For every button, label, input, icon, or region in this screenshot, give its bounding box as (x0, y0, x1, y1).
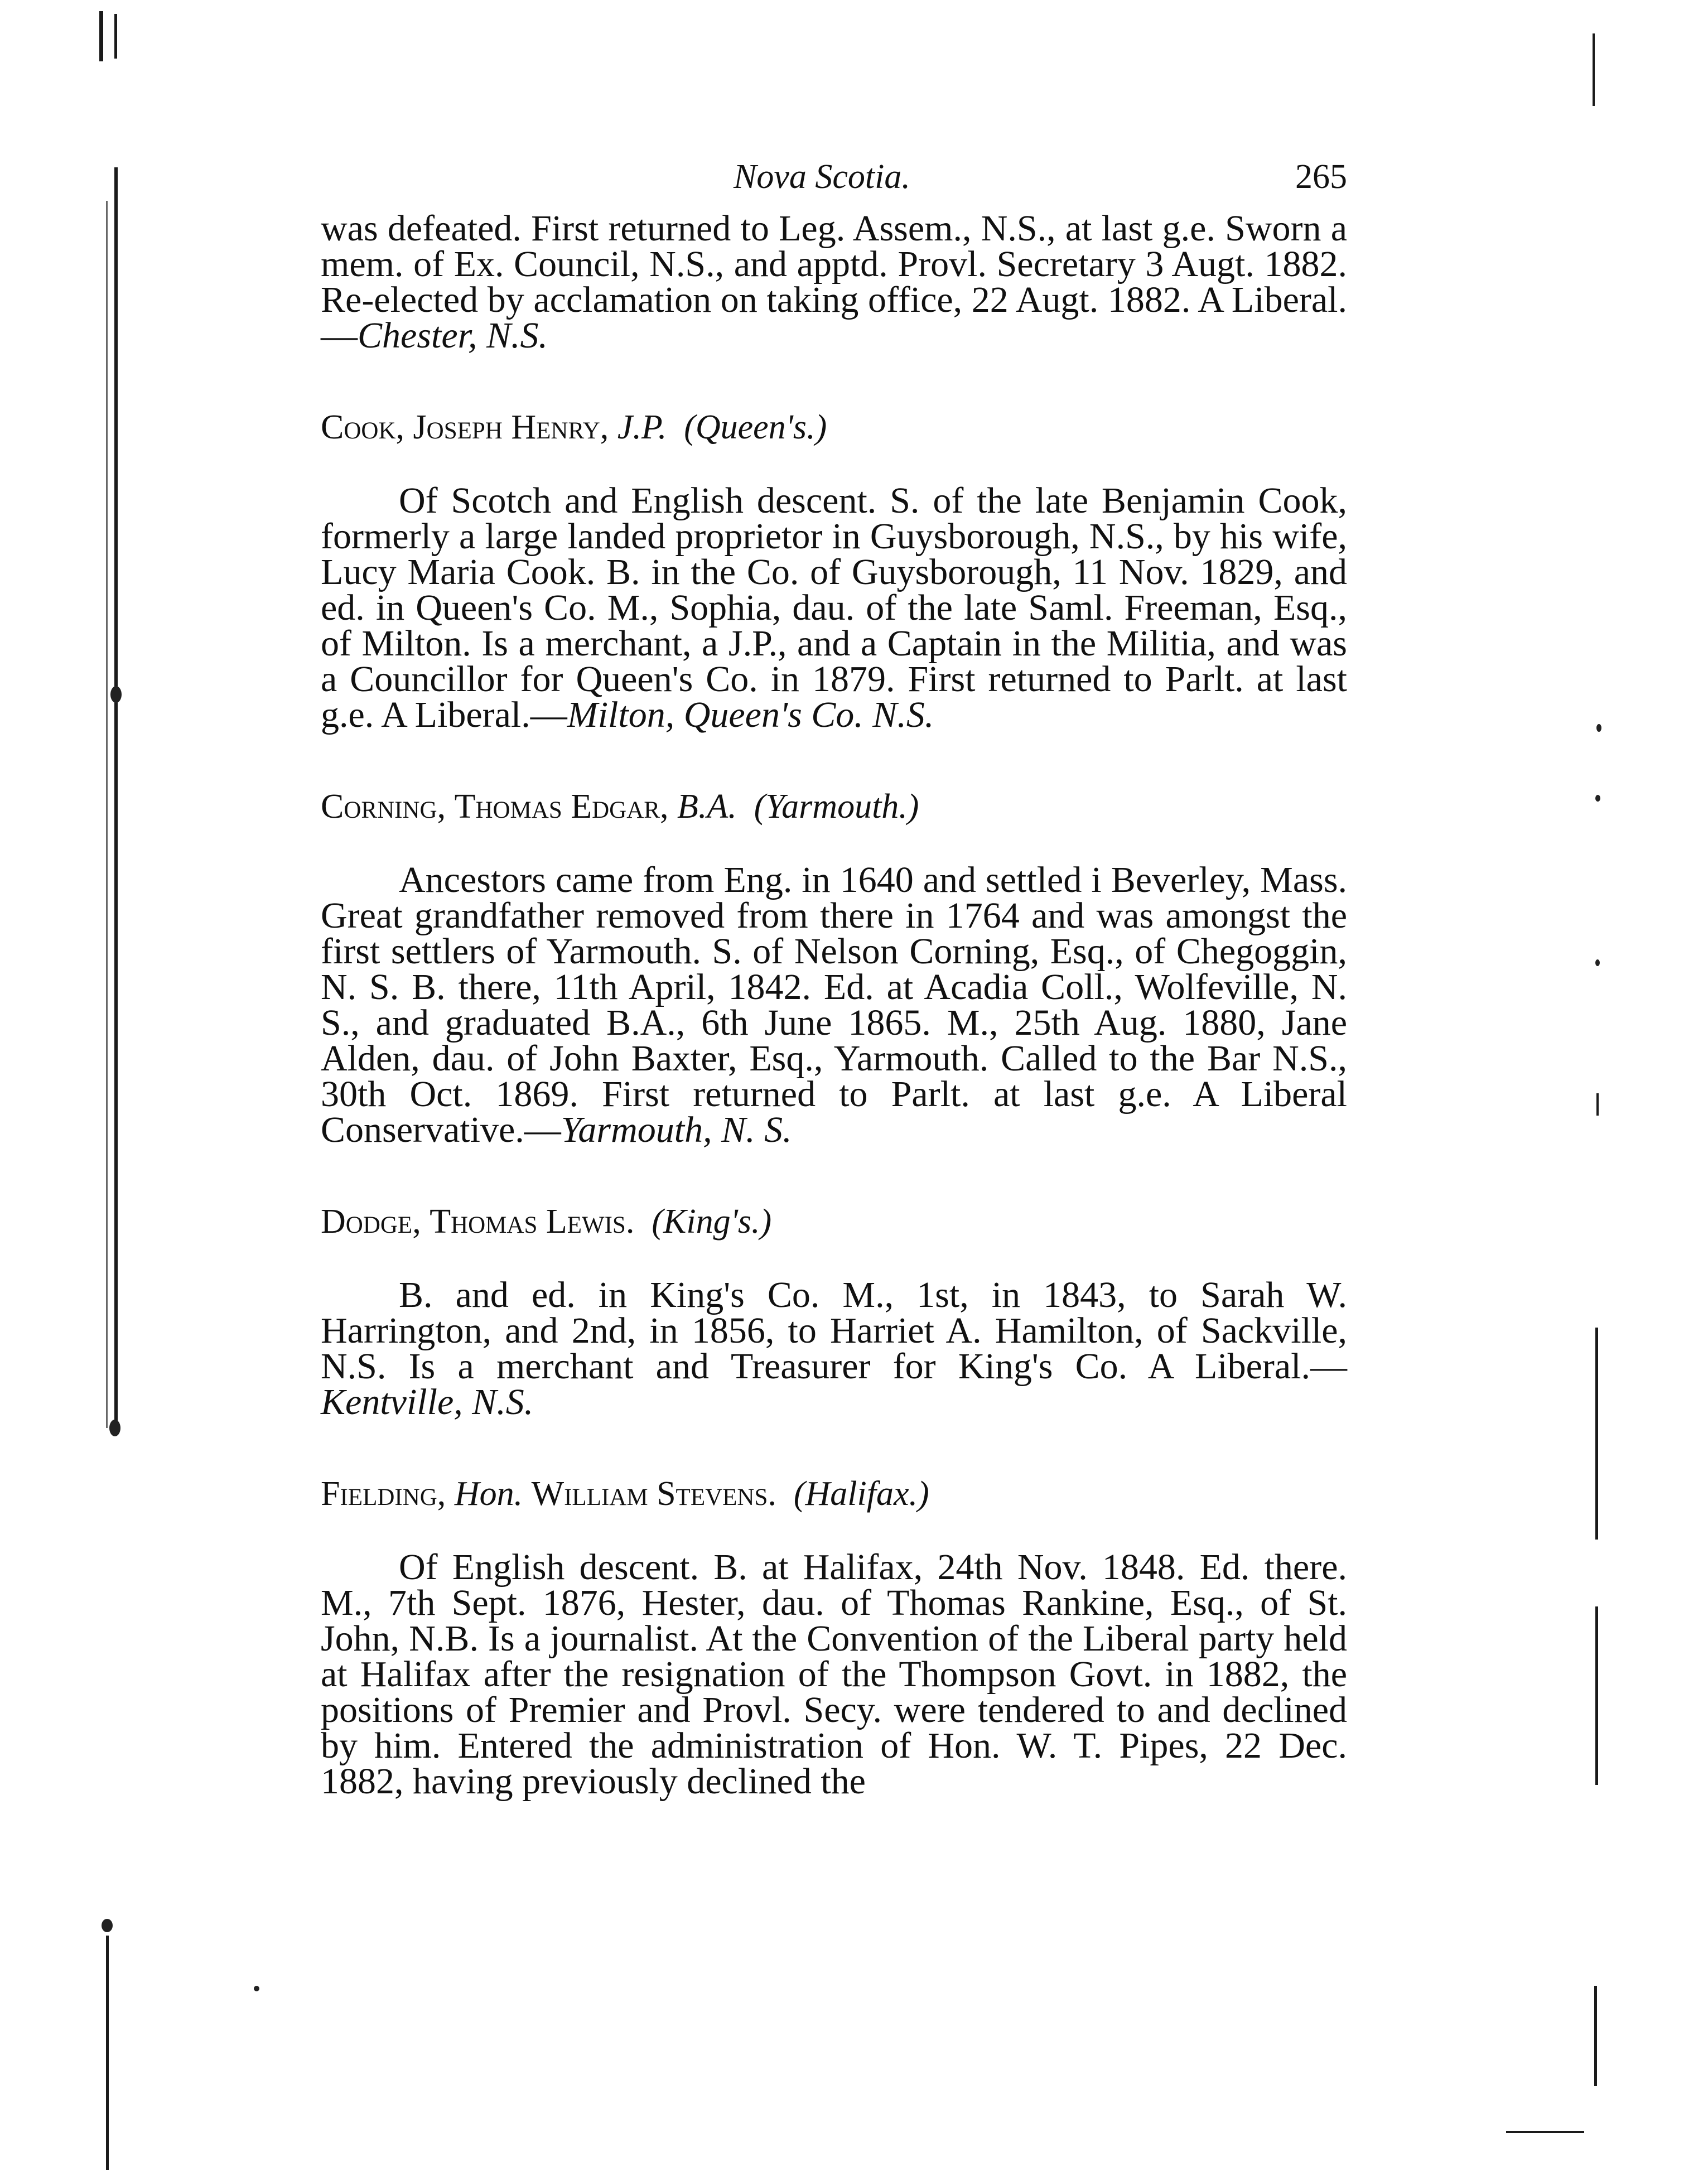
entry-honorific: Hon. (454, 1475, 523, 1513)
page-number: 265 (1295, 158, 1347, 196)
entry-surname: Cook, (321, 408, 405, 446)
entry-paragraph (321, 1547, 1347, 1802)
entry-given-names: Thomas Edgar, (454, 788, 669, 826)
entry-heading (321, 409, 1347, 445)
continuation-text: was defeated. First returned to Leg. Assem., N.S., at last g.e. Sworn a mem. of Ex. Council, N.S., and apptd. Provl. Secretary 3 Augt. 1882. Re-elected by acclamation on taking office, 22 Augt. 1882. A Liberal.— (321, 208, 1347, 356)
entry-surname: Dodge, (321, 1203, 421, 1241)
scan-edge-line (1596, 1093, 1599, 1116)
scan-edge-line (99, 11, 103, 61)
running-title: Nova Scotia. (734, 158, 910, 196)
scan-edge-line (1595, 1606, 1598, 1785)
entry-title: J.P. (617, 408, 667, 446)
scan-edge-dot (109, 1420, 120, 1436)
scan-edge-dot (110, 686, 122, 703)
entry-surname: Corning, (321, 788, 446, 826)
scan-edge-line (106, 201, 108, 1428)
entry-surname: Fielding, (321, 1475, 446, 1513)
scan-edge-dot (102, 1919, 113, 1932)
scan-edge-dot (1596, 724, 1601, 732)
entry-paragraph (321, 862, 1347, 1148)
scan-edge-line (1595, 1328, 1598, 1540)
entry-heading (321, 1204, 1347, 1239)
scan-edge-dot (254, 1986, 259, 1991)
running-head (321, 146, 1347, 208)
scan-edge-line (1506, 2131, 1584, 2133)
entry-heading (321, 789, 1347, 824)
entry-constituency: (Queen's.) (684, 408, 827, 446)
scan-edge-line (106, 1936, 109, 2170)
entry-constituency: (King's.) (652, 1203, 772, 1241)
continuation-paragraph (321, 208, 1347, 356)
entry-text: Of Scotch and English descent. S. of the late Benjamin Cook, formerly a large landed proprietor in Guysborough, N.S., by his wife, Lucy Maria Cook. B. in the Co. of Guysborough, 11 Nov. 1829, and ed. in Queen's Co. M., Sophia, dau. of the late Saml. Freeman, Esq., of Milton. Is a merchant, a J.P., and a Captain in the Militia, and was a Councillor for Queen's Co. in 1879. First returned to Parlt. at last g.e. A Liberal.— (321, 480, 1347, 735)
entry-paragraph (321, 1277, 1347, 1420)
scan-edge-line (1594, 1986, 1597, 2086)
scan-edge-dot (1595, 959, 1600, 966)
text-column (321, 146, 1347, 1802)
scan-edge-line (114, 14, 117, 59)
entry-residence: Kentville, N.S. (321, 1382, 534, 1422)
entry-text: B. and ed. in King's Co. M., 1st, in 1843, to Sarah W. Harrington, and 2nd, in 1856, to Harriet A. Hamilton, of Sackville, N.S. Is a merchant and Treasurer for King's Co. A Liberal.— (321, 1275, 1347, 1387)
scan-edge-dot (1595, 795, 1600, 802)
entry-text: Ancestors came from Eng. in 1640 and settled i Beverley, Mass. Great grandfather removed from there in 1764 and was amongst the first settlers of Yarmouth. S. of Nelson Corning, Esq., of Chegoggin, N. S. B. there, 11th April, 1842. Ed. at Acadia Coll., Wolfeville, N. S., and graduated B.A., 6th June 1865. M., 25th Aug. 1880, Jane Alden, dau. of John Baxter, Esq., Yarmouth. Called to the Bar N.S., 30th Oct. 1869. First returned to Parlt. at last g.e. A Liberal Conservative.— (321, 860, 1347, 1150)
entry-paragraph (321, 480, 1347, 735)
entry-residence: Yarmouth, N. S. (561, 1109, 792, 1150)
entry-residence: Milton, Queen's Co. N.S. (567, 694, 934, 735)
entry-title: B.A. (677, 788, 737, 826)
entry-constituency: (Yarmouth.) (754, 788, 919, 826)
scan-edge-line (1593, 33, 1595, 106)
entry-given-names: Thomas Lewis. (430, 1203, 635, 1241)
entry-constituency: (Halifax.) (793, 1475, 929, 1513)
scan-edge-line (114, 167, 118, 1428)
entry-given-names: Joseph Henry, (413, 408, 609, 446)
entry-given-names: William Stevens. (531, 1475, 776, 1513)
entry-heading (321, 1476, 1347, 1512)
continuation-residence: Chester, N.S. (358, 315, 548, 356)
entry-text: Of English descent. B. at Halifax, 24th Nov. 1848. Ed. there. M., 7th Sept. 1876, Hester, dau. of Thomas Rankine, Esq., of St. John, N.B. Is a journalist. At the Convention of the Liberal party held at Halifax after the resignation of the Thompson Govt. in 1882, the positions of Premier and Provl. Secy. were tendered to and declined by him. Entered the administration of Hon. W. T. Pipes, 22 Dec. 1882, having previously declined the (321, 1547, 1347, 1802)
